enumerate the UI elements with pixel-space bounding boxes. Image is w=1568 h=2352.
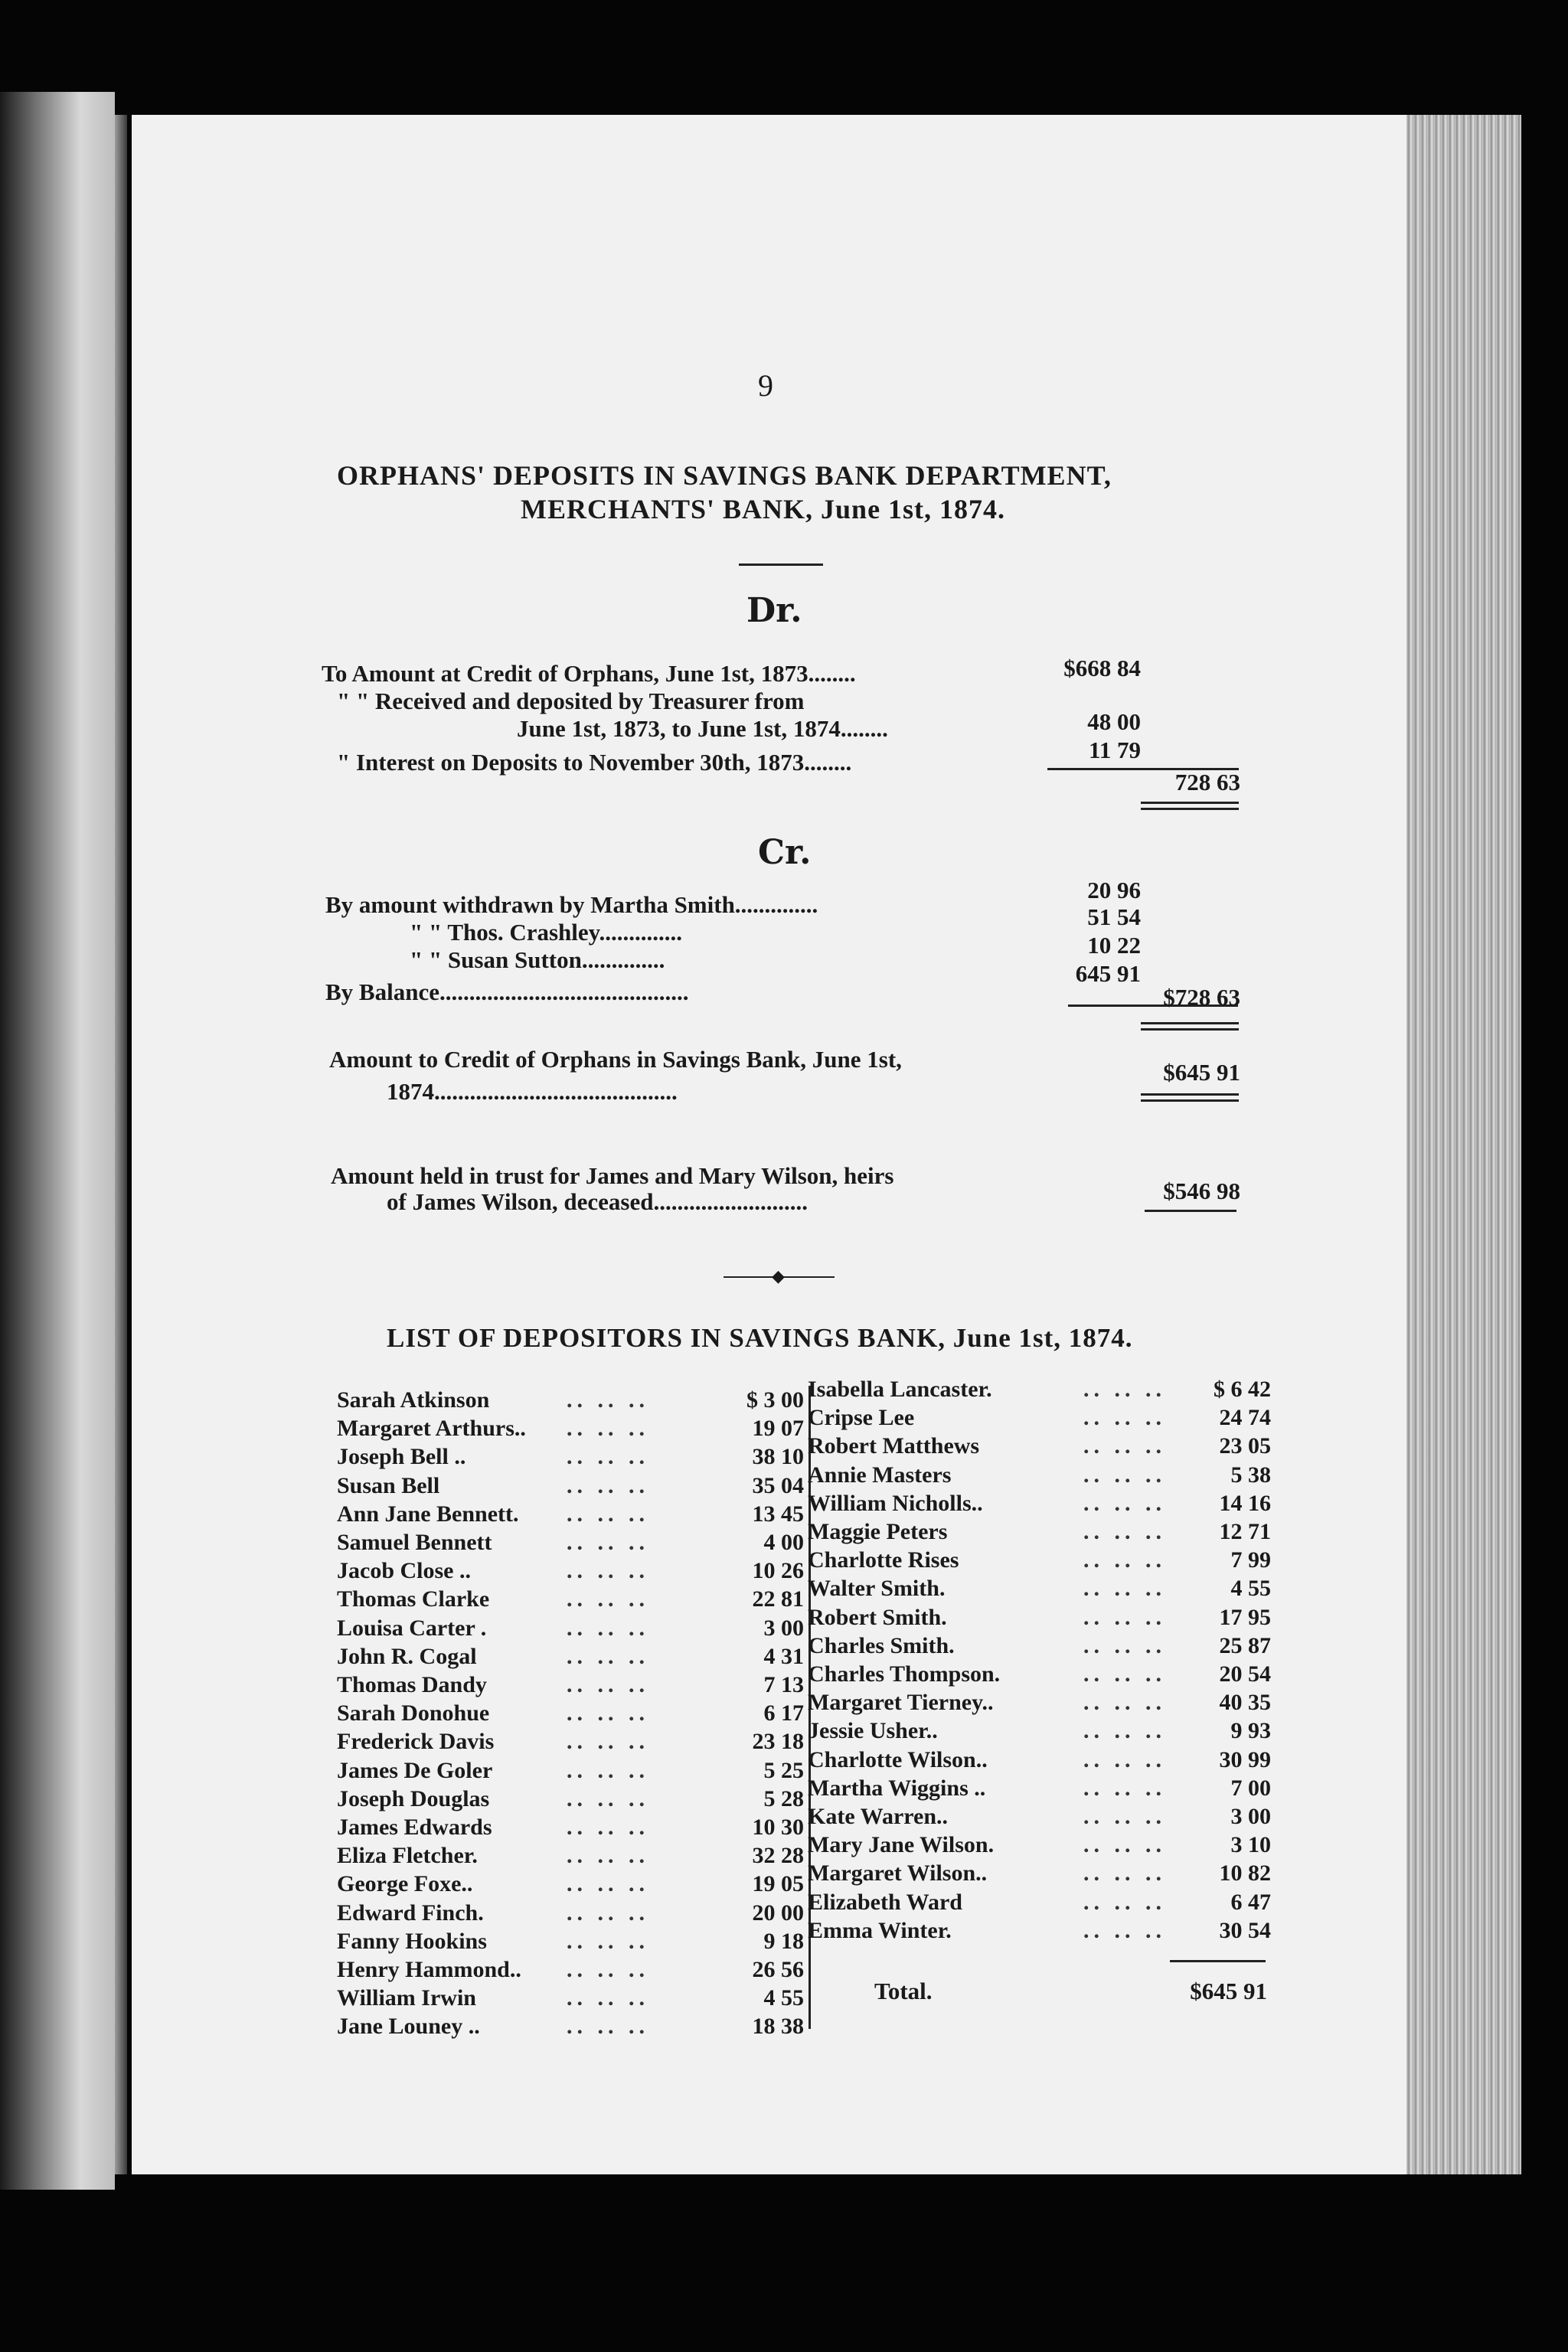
depositor-name: Frederick Davis (337, 1729, 495, 1755)
credit-amount-1: 20 96 (1087, 877, 1141, 903)
leader-dots: .. .. .. (567, 1416, 649, 1442)
leader-dots: .. .. .. (567, 2014, 649, 2040)
total-label: Total. (874, 1978, 933, 2004)
credit-total: $728 63 (1163, 984, 1240, 1011)
depositor-row (337, 1843, 804, 1871)
leader-dots: .. .. .. (567, 1900, 649, 1926)
debit-total-underline-1 (1141, 802, 1239, 804)
depositor-row (808, 1462, 1271, 1491)
depositor-amount: 10 26 (752, 1558, 804, 1584)
ornament-diamond-icon: ◆ (772, 1266, 785, 1285)
depositor-name: Fanny Hookins (337, 1928, 487, 1954)
depositor-amount: 30 99 (1219, 1746, 1271, 1772)
trust-underline (1145, 1210, 1236, 1212)
leader-dots: .. .. .. (1083, 1519, 1166, 1544)
debit-amount-3: 48 00 (1087, 708, 1141, 735)
leader-dots: .. .. .. (567, 1501, 649, 1527)
depositor-row (337, 1871, 804, 1900)
leader-dots: .. .. .. (1083, 1746, 1166, 1772)
leader-dots: .. .. .. (567, 1785, 649, 1811)
depositor-row (337, 1815, 804, 1843)
debit-amount-1: $668 84 (1063, 655, 1141, 681)
depositor-row (337, 1473, 804, 1501)
leader-dots: .. .. .. (1083, 1917, 1166, 1943)
depositor-name: James De Goler (337, 1757, 493, 1783)
leader-dots: .. .. .. (1083, 1604, 1166, 1630)
depositor-name: Kate Warren.. (808, 1804, 949, 1829)
depositor-amount: 38 10 (752, 1444, 804, 1470)
depositor-amount: 14 16 (1219, 1490, 1271, 1516)
depositor-row (337, 1929, 804, 1957)
leader-dots: .. .. .. (1083, 1690, 1166, 1716)
depositor-amount: 6 17 (763, 1700, 804, 1726)
depositor-row (337, 1957, 804, 1985)
depositor-row (337, 1615, 804, 1644)
leader-dots: .. .. .. (1083, 1832, 1166, 1858)
depositor-amount: 23 05 (1219, 1433, 1271, 1459)
credit-total-underline-1 (1141, 1022, 1239, 1024)
depositor-amount: 5 38 (1230, 1462, 1271, 1488)
depositor-name: Thomas Dandy (337, 1672, 487, 1697)
leader-dots: .. .. .. (1083, 1804, 1166, 1829)
depositor-row (337, 1644, 804, 1672)
credit-summary-line1: Amount to Credit of Orphans in Savings Bank, June 1st, (329, 1046, 902, 1073)
depositor-amount: 6 47 (1230, 1889, 1271, 1915)
credit-line-4: By Balance.......................................... (325, 978, 689, 1005)
depositor-amount: 25 87 (1219, 1632, 1271, 1658)
depositor-row (808, 1747, 1271, 1775)
depositor-name: Charlotte Rises (808, 1547, 959, 1573)
depositor-amount: 4 00 (763, 1530, 804, 1555)
depositor-amount: 13 45 (752, 1501, 804, 1527)
depositor-row (808, 1377, 1271, 1405)
depositor-name: Jessie Usher.. (808, 1718, 938, 1744)
credit-summary-line2: 1874......................................... (387, 1078, 678, 1105)
leader-dots: .. .. .. (567, 1615, 649, 1641)
leader-dots: .. .. .. (567, 1558, 649, 1584)
depositor-amount: 9 18 (763, 1928, 804, 1954)
credit-total-underline-2 (1141, 1028, 1239, 1031)
depositor-name: Edward Finch. (337, 1900, 484, 1926)
depositor-amount: 26 56 (752, 1957, 804, 1982)
depositor-amount: 7 13 (763, 1672, 804, 1697)
depositor-name: James Edwards (337, 1815, 492, 1840)
depositor-row (337, 1758, 804, 1786)
depositor-amount: 22 81 (752, 1586, 804, 1612)
depositor-row (808, 1491, 1271, 1519)
debit-amount-4: 11 79 (1088, 737, 1141, 763)
depositor-row (808, 1918, 1271, 1946)
credit-amount-2: 51 54 (1087, 903, 1141, 930)
debit-line-2: " " Received and deposited by Treasurer from (337, 688, 805, 714)
depositor-row (337, 1530, 804, 1558)
leader-dots: .. .. .. (567, 1985, 649, 2011)
page-title-line2: MERCHANTS' BANK, June 1st, 1874. (521, 494, 1006, 524)
depositor-name: Margaret Arthurs.. (337, 1416, 526, 1442)
depositor-amount: 4 55 (763, 1985, 804, 2011)
depositor-name: Samuel Bennett (337, 1530, 492, 1555)
leader-dots: .. .. .. (1083, 1490, 1166, 1516)
depositor-amount: 35 04 (752, 1472, 804, 1498)
depositor-name: Susan Bell (337, 1472, 440, 1498)
credit-amount-4: 645 91 (1075, 960, 1141, 987)
depositor-row (337, 1786, 804, 1815)
depositor-amount: 19 07 (752, 1416, 804, 1442)
leader-dots: .. .. .. (1083, 1377, 1166, 1402)
depositor-amount: 17 95 (1219, 1604, 1271, 1630)
depositor-amount: 32 28 (752, 1843, 804, 1869)
debit-line-4: " Interest on Deposits to November 30th, 1873........ (337, 749, 852, 776)
depositor-name: Jane Louney .. (337, 2014, 480, 2040)
leader-dots: .. .. .. (1083, 1405, 1166, 1431)
leader-dots: .. .. .. (1083, 1775, 1166, 1801)
depositor-row (808, 1860, 1271, 1889)
depositor-amount: 24 74 (1219, 1405, 1271, 1431)
depositor-name: Robert Matthews (808, 1433, 980, 1459)
depositor-name: Louisa Carter . (337, 1615, 487, 1641)
depositor-name: Charles Thompson. (808, 1661, 1001, 1687)
depositor-row (808, 1519, 1271, 1547)
total-amount: $645 91 (1190, 1978, 1267, 2004)
trust-line1: Amount held in trust for James and Mary Wilson, heirs (331, 1162, 894, 1189)
depositor-amount: 3 00 (763, 1615, 804, 1641)
depositor-row (808, 1433, 1271, 1462)
leader-dots: .. .. .. (1083, 1462, 1166, 1488)
depositor-amount: $ 3 00 (746, 1387, 804, 1413)
depositor-row (337, 1387, 804, 1416)
leader-dots: .. .. .. (567, 1957, 649, 1982)
total-rule (1170, 1960, 1266, 1962)
depositor-name: George Foxe.. (337, 1871, 473, 1897)
depositor-name: Martha Wiggins .. (808, 1775, 986, 1801)
leader-dots: .. .. .. (1083, 1547, 1166, 1573)
depositor-name: Walter Smith. (808, 1576, 946, 1602)
credit-label: Cr. (758, 833, 812, 872)
leader-dots: .. .. .. (567, 1928, 649, 1954)
depositor-name: Joseph Bell .. (337, 1444, 466, 1470)
leader-dots: .. .. .. (1083, 1661, 1166, 1687)
depositor-row (808, 1661, 1271, 1690)
depositor-name: Mary Jane Wilson. (808, 1832, 995, 1858)
depositor-name: Isabella Lancaster. (808, 1377, 992, 1402)
leader-dots: .. .. .. (567, 1815, 649, 1840)
depositor-amount: 40 35 (1219, 1690, 1271, 1716)
depositor-amount: 20 54 (1219, 1661, 1271, 1687)
depositor-amount: 10 82 (1219, 1860, 1271, 1886)
debit-line-3: June 1st, 1873, to June 1st, 1874........ (517, 715, 888, 742)
depositor-row (808, 1804, 1271, 1832)
depositor-name: Margaret Wilson.. (808, 1860, 988, 1886)
depositor-name: Charlotte Wilson.. (808, 1746, 988, 1772)
depositor-amount: 23 18 (752, 1729, 804, 1755)
leader-dots: .. .. .. (567, 1843, 649, 1869)
depositor-name: Sarah Donohue (337, 1700, 490, 1726)
depositor-name: Ann Jane Bennett. (337, 1501, 519, 1527)
leader-dots: .. .. .. (1083, 1576, 1166, 1602)
depositor-name: Maggie Peters (808, 1519, 948, 1544)
credit-summary-underline-1 (1141, 1093, 1239, 1096)
page-number: 9 (758, 368, 773, 403)
depositor-name: John R. Cogal (337, 1643, 477, 1669)
depositor-name: Elizabeth Ward (808, 1889, 962, 1915)
debit-line-1: To Amount at Credit of Orphans, June 1st, 1873........ (322, 660, 856, 687)
credit-line-1: By amount withdrawn by Martha Smith.............. (325, 891, 818, 918)
debit-total-underline-2 (1141, 808, 1239, 810)
depositor-amount: 18 38 (752, 2014, 804, 2040)
leader-dots: .. .. .. (567, 1530, 649, 1555)
title-divider (739, 564, 823, 566)
debit-total: 728 63 (1174, 769, 1240, 795)
leader-dots: .. .. .. (567, 1871, 649, 1897)
leader-dots: .. .. .. (567, 1757, 649, 1783)
leader-dots: .. .. .. (567, 1586, 649, 1612)
leader-dots: .. .. .. (567, 1729, 649, 1755)
depositor-row (808, 1605, 1271, 1633)
depositor-row (337, 2014, 804, 2042)
trust-amount: $546 98 (1163, 1178, 1240, 1204)
depositor-row (337, 1586, 804, 1615)
depositor-row (337, 1501, 804, 1530)
depositor-row (337, 1444, 804, 1472)
depositor-amount: 20 00 (752, 1900, 804, 1926)
leader-dots: .. .. .. (1083, 1433, 1166, 1459)
depositor-amount: 9 93 (1230, 1718, 1271, 1744)
leader-dots: .. .. .. (567, 1472, 649, 1498)
credit-line-3: " " Susan Sutton.............. (410, 946, 665, 973)
depositor-row (808, 1405, 1271, 1433)
depositor-row (808, 1690, 1271, 1718)
depositor-name: Cripse Lee (808, 1405, 915, 1431)
depositor-name: Sarah Atkinson (337, 1387, 490, 1413)
depositor-row (337, 1558, 804, 1586)
credit-line-2: " " Thos. Crashley.............. (410, 919, 682, 946)
depositor-name: Emma Winter. (808, 1917, 952, 1943)
left-page-shadow (115, 115, 127, 2174)
depositor-name: Margaret Tierney.. (808, 1690, 994, 1716)
depositor-row (808, 1633, 1271, 1661)
depositor-name: Robert Smith. (808, 1604, 947, 1630)
depositor-row (337, 1985, 804, 2014)
left-page-edge (0, 92, 115, 2190)
depositor-amount: 5 28 (763, 1785, 804, 1811)
leader-dots: .. .. .. (567, 1387, 649, 1413)
page-block-edges (1406, 115, 1521, 2174)
leader-dots: .. .. .. (567, 1444, 649, 1470)
list-heading: LIST OF DEPOSITORS IN SAVINGS BANK, June 1st, 1874. (387, 1323, 1133, 1353)
depositor-name: Annie Masters (808, 1462, 952, 1488)
depositor-row (337, 1672, 804, 1700)
depositor-row (808, 1576, 1271, 1604)
credit-amount-3: 10 22 (1087, 932, 1141, 959)
leader-dots: .. .. .. (567, 1672, 649, 1697)
depositor-name: William Nicholls.. (808, 1490, 983, 1516)
leader-dots: .. .. .. (1083, 1889, 1166, 1915)
depositor-name: Charles Smith. (808, 1632, 955, 1658)
depositor-amount: 12 71 (1219, 1519, 1271, 1544)
depositor-amount: 5 25 (763, 1757, 804, 1783)
depositor-amount: 4 55 (1230, 1576, 1271, 1602)
depositor-row (808, 1718, 1271, 1746)
depositor-name: Joseph Douglas (337, 1785, 490, 1811)
leader-dots: .. .. .. (1083, 1632, 1166, 1658)
leader-dots: .. .. .. (1083, 1860, 1166, 1886)
depositor-amount: 7 00 (1230, 1775, 1271, 1801)
depositor-name: Eliza Fletcher. (337, 1843, 478, 1869)
depositor-amount: $ 6 42 (1214, 1377, 1271, 1402)
depositor-row (337, 1700, 804, 1729)
leader-dots: .. .. .. (567, 1643, 649, 1669)
depositor-name: Henry Hammond.. (337, 1957, 521, 1982)
depositor-amount: 7 99 (1230, 1547, 1271, 1573)
depositor-amount: 19 05 (752, 1871, 804, 1897)
depositor-name: William Irwin (337, 1985, 476, 2011)
depositor-amount: 30 54 (1219, 1917, 1271, 1943)
depositor-amount: 4 31 (763, 1643, 804, 1669)
depositor-row (808, 1775, 1271, 1804)
depositor-row (808, 1547, 1271, 1576)
depositor-row (337, 1729, 804, 1757)
depositor-name: Jacob Close .. (337, 1558, 471, 1584)
depositor-row (337, 1416, 804, 1444)
depositor-amount: 3 00 (1230, 1804, 1271, 1829)
depositor-amount: 3 10 (1230, 1832, 1271, 1858)
debit-label: Dr. (746, 591, 802, 630)
page-title-line1: ORPHANS' DEPOSITS IN SAVINGS BANK DEPARTMENT, (337, 460, 1112, 491)
depositor-row (337, 1900, 804, 1929)
leader-dots: .. .. .. (567, 1700, 649, 1726)
depositor-amount: 10 30 (752, 1815, 804, 1840)
leader-dots: .. .. .. (1083, 1718, 1166, 1744)
depositor-row (808, 1890, 1271, 1918)
credit-summary-underline-2 (1141, 1099, 1239, 1102)
trust-line2: of James Wilson, deceased.......................... (387, 1188, 808, 1215)
depositor-name: Thomas Clarke (337, 1586, 490, 1612)
credit-summary-amount: $645 91 (1163, 1059, 1240, 1086)
depositor-row (808, 1832, 1271, 1860)
